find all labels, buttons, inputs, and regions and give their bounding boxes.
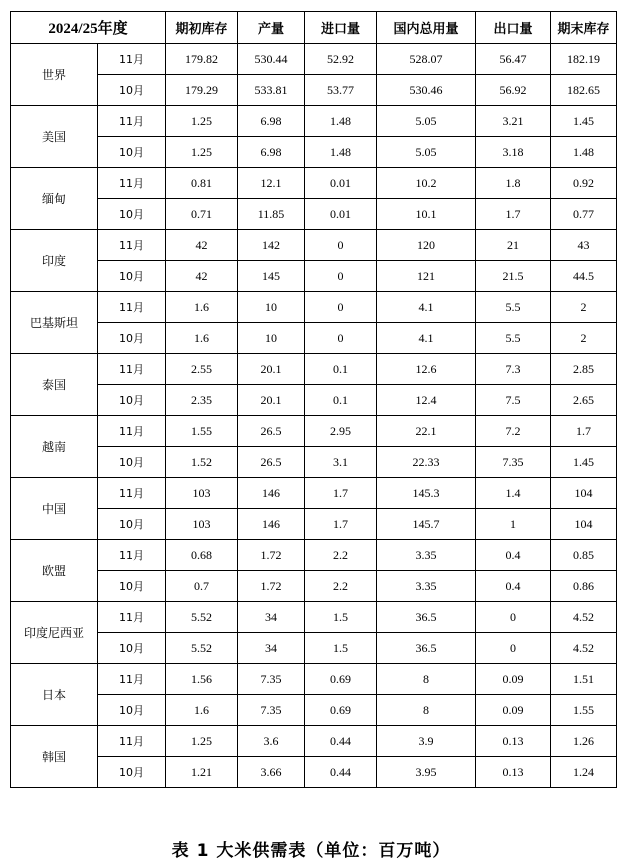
ending-stock-cell: 2.85 (551, 354, 617, 385)
month-cell: 10月 (98, 571, 166, 602)
production-cell: 146 (238, 509, 305, 540)
production-cell: 10 (238, 292, 305, 323)
exports-cell: 0.13 (476, 726, 551, 757)
imports-cell: 0.44 (305, 726, 377, 757)
imports-cell: 1.48 (305, 137, 377, 168)
month-cell: 10月 (98, 323, 166, 354)
beginning-stock-cell: 42 (166, 261, 238, 292)
month-cell: 11月 (98, 416, 166, 447)
production-cell: 142 (238, 230, 305, 261)
exports-cell: 7.35 (476, 447, 551, 478)
exports-cell: 1.7 (476, 199, 551, 230)
beginning-stock-cell: 1.56 (166, 664, 238, 695)
domestic-use-cell: 3.9 (377, 726, 476, 757)
table-row (11, 478, 617, 509)
header-beginning-stock: 期初库存 (166, 12, 238, 44)
exports-cell: 3.21 (476, 106, 551, 137)
header-ending-stock: 期末库存 (551, 12, 617, 44)
beginning-stock-cell: 0.81 (166, 168, 238, 199)
country-cell: 韩国 (11, 726, 98, 788)
exports-cell: 7.2 (476, 416, 551, 447)
table-row (11, 726, 617, 757)
exports-cell: 0.09 (476, 664, 551, 695)
production-cell: 3.66 (238, 757, 305, 788)
ending-stock-cell: 2 (551, 323, 617, 354)
table-row (11, 664, 617, 695)
table-row (11, 540, 617, 571)
ending-stock-cell: 1.26 (551, 726, 617, 757)
beginning-stock-cell: 1.6 (166, 292, 238, 323)
ending-stock-cell: 1.45 (551, 447, 617, 478)
exports-cell: 0 (476, 633, 551, 664)
table-row (11, 261, 617, 292)
exports-cell: 7.5 (476, 385, 551, 416)
production-cell: 26.5 (238, 447, 305, 478)
month-cell: 10月 (98, 385, 166, 416)
ending-stock-cell: 2.65 (551, 385, 617, 416)
domestic-use-cell: 5.05 (377, 106, 476, 137)
table-row (11, 602, 617, 633)
imports-cell: 0.01 (305, 199, 377, 230)
production-cell: 12.1 (238, 168, 305, 199)
country-cell: 印度 (11, 230, 98, 292)
header-row (11, 12, 617, 44)
imports-cell: 0.69 (305, 664, 377, 695)
production-cell: 7.35 (238, 695, 305, 726)
table-row (11, 292, 617, 323)
beginning-stock-cell: 0.68 (166, 540, 238, 571)
exports-cell: 5.5 (476, 323, 551, 354)
domestic-use-cell: 5.05 (377, 137, 476, 168)
exports-cell: 56.47 (476, 44, 551, 75)
header-domestic-use: 国内总用量 (377, 12, 476, 44)
table-row (11, 44, 617, 75)
table-row (11, 509, 617, 540)
exports-cell: 3.18 (476, 137, 551, 168)
imports-cell: 0.44 (305, 757, 377, 788)
exports-cell: 21.5 (476, 261, 551, 292)
production-cell: 20.1 (238, 354, 305, 385)
domestic-use-cell: 530.46 (377, 75, 476, 106)
month-cell: 11月 (98, 354, 166, 385)
country-cell: 缅甸 (11, 168, 98, 230)
production-cell: 7.35 (238, 664, 305, 695)
country-cell: 泰国 (11, 354, 98, 416)
domestic-use-cell: 120 (377, 230, 476, 261)
month-cell: 10月 (98, 137, 166, 168)
domestic-use-cell: 12.4 (377, 385, 476, 416)
production-cell: 34 (238, 633, 305, 664)
ending-stock-cell: 182.19 (551, 44, 617, 75)
ending-stock-cell: 4.52 (551, 633, 617, 664)
table-row (11, 199, 617, 230)
beginning-stock-cell: 1.52 (166, 447, 238, 478)
imports-cell: 0 (305, 261, 377, 292)
country-cell: 欧盟 (11, 540, 98, 602)
beginning-stock-cell: 2.35 (166, 385, 238, 416)
imports-cell: 2.2 (305, 571, 377, 602)
month-cell: 11月 (98, 292, 166, 323)
domestic-use-cell: 145.7 (377, 509, 476, 540)
beginning-stock-cell: 1.25 (166, 106, 238, 137)
ending-stock-cell: 104 (551, 478, 617, 509)
month-cell: 11月 (98, 602, 166, 633)
domestic-use-cell: 10.1 (377, 199, 476, 230)
production-cell: 146 (238, 478, 305, 509)
table-row (11, 695, 617, 726)
imports-cell: 0.1 (305, 385, 377, 416)
exports-cell: 1.4 (476, 478, 551, 509)
beginning-stock-cell: 1.55 (166, 416, 238, 447)
production-cell: 10 (238, 323, 305, 354)
ending-stock-cell: 0.85 (551, 540, 617, 571)
month-cell: 10月 (98, 447, 166, 478)
beginning-stock-cell: 0.7 (166, 571, 238, 602)
rice-supply-demand-table (10, 11, 617, 788)
table-row (11, 416, 617, 447)
table-row (11, 447, 617, 478)
imports-cell: 1.7 (305, 478, 377, 509)
beginning-stock-cell: 5.52 (166, 633, 238, 664)
imports-cell: 0 (305, 323, 377, 354)
imports-cell: 0 (305, 230, 377, 261)
beginning-stock-cell: 2.55 (166, 354, 238, 385)
month-cell: 10月 (98, 633, 166, 664)
production-cell: 3.6 (238, 726, 305, 757)
table-caption: 表 1 大米供需表（单位：百万吨） (171, 841, 451, 861)
country-cell: 印度尼西亚 (11, 602, 98, 664)
ending-stock-cell: 1.45 (551, 106, 617, 137)
country-cell: 中国 (11, 478, 98, 540)
imports-cell: 0.1 (305, 354, 377, 385)
ending-stock-cell: 0.92 (551, 168, 617, 199)
domestic-use-cell: 145.3 (377, 478, 476, 509)
exports-cell: 5.5 (476, 292, 551, 323)
month-cell: 11月 (98, 230, 166, 261)
table-row (11, 571, 617, 602)
month-cell: 10月 (98, 757, 166, 788)
beginning-stock-cell: 179.82 (166, 44, 238, 75)
imports-cell: 1.48 (305, 106, 377, 137)
month-cell: 10月 (98, 509, 166, 540)
table-row (11, 168, 617, 199)
production-cell: 11.85 (238, 199, 305, 230)
domestic-use-cell: 121 (377, 261, 476, 292)
ending-stock-cell: 1.24 (551, 757, 617, 788)
ending-stock-cell: 1.7 (551, 416, 617, 447)
ending-stock-cell: 104 (551, 509, 617, 540)
imports-cell: 3.1 (305, 447, 377, 478)
month-cell: 10月 (98, 695, 166, 726)
ending-stock-cell: 1.48 (551, 137, 617, 168)
ending-stock-cell: 2 (551, 292, 617, 323)
table-row (11, 354, 617, 385)
production-cell: 533.81 (238, 75, 305, 106)
production-cell: 1.72 (238, 571, 305, 602)
month-cell: 11月 (98, 478, 166, 509)
domestic-use-cell: 4.1 (377, 292, 476, 323)
domestic-use-cell: 3.95 (377, 757, 476, 788)
table-row (11, 633, 617, 664)
country-cell: 巴基斯坦 (11, 292, 98, 354)
country-cell: 日本 (11, 664, 98, 726)
month-cell: 11月 (98, 44, 166, 75)
production-cell: 34 (238, 602, 305, 633)
imports-cell: 1.5 (305, 602, 377, 633)
beginning-stock-cell: 1.6 (166, 323, 238, 354)
imports-cell: 0.01 (305, 168, 377, 199)
imports-cell: 2.2 (305, 540, 377, 571)
domestic-use-cell: 3.35 (377, 540, 476, 571)
exports-cell: 56.92 (476, 75, 551, 106)
domestic-use-cell: 22.1 (377, 416, 476, 447)
month-cell: 10月 (98, 261, 166, 292)
month-cell: 11月 (98, 168, 166, 199)
header-imports: 进口量 (305, 12, 377, 44)
ending-stock-cell: 0.77 (551, 199, 617, 230)
beginning-stock-cell: 1.25 (166, 137, 238, 168)
header-production: 产量 (238, 12, 305, 44)
exports-cell: 0.4 (476, 540, 551, 571)
beginning-stock-cell: 0.71 (166, 199, 238, 230)
beginning-stock-cell: 1.21 (166, 757, 238, 788)
ending-stock-cell: 1.51 (551, 664, 617, 695)
domestic-use-cell: 36.5 (377, 602, 476, 633)
domestic-use-cell: 4.1 (377, 323, 476, 354)
exports-cell: 21 (476, 230, 551, 261)
beginning-stock-cell: 5.52 (166, 602, 238, 633)
production-cell: 145 (238, 261, 305, 292)
month-cell: 10月 (98, 75, 166, 106)
domestic-use-cell: 528.07 (377, 44, 476, 75)
domestic-use-cell: 3.35 (377, 571, 476, 602)
header-year: 2024/25年度 (11, 12, 166, 44)
imports-cell: 52.92 (305, 44, 377, 75)
domestic-use-cell: 36.5 (377, 633, 476, 664)
ending-stock-cell: 182.65 (551, 75, 617, 106)
beginning-stock-cell: 179.29 (166, 75, 238, 106)
imports-cell: 2.95 (305, 416, 377, 447)
table-row (11, 137, 617, 168)
table-row (11, 323, 617, 354)
exports-cell: 7.3 (476, 354, 551, 385)
domestic-use-cell: 8 (377, 664, 476, 695)
month-cell: 10月 (98, 199, 166, 230)
exports-cell: 1 (476, 509, 551, 540)
beginning-stock-cell: 42 (166, 230, 238, 261)
header-exports: 出口量 (476, 12, 551, 44)
ending-stock-cell: 1.55 (551, 695, 617, 726)
beginning-stock-cell: 103 (166, 509, 238, 540)
exports-cell: 0.13 (476, 757, 551, 788)
table-row (11, 757, 617, 788)
production-cell: 6.98 (238, 137, 305, 168)
production-cell: 20.1 (238, 385, 305, 416)
ending-stock-cell: 43 (551, 230, 617, 261)
production-cell: 6.98 (238, 106, 305, 137)
domestic-use-cell: 22.33 (377, 447, 476, 478)
country-cell: 世界 (11, 44, 98, 106)
country-cell: 美国 (11, 106, 98, 168)
imports-cell: 1.5 (305, 633, 377, 664)
month-cell: 11月 (98, 664, 166, 695)
table-row (11, 385, 617, 416)
domestic-use-cell: 12.6 (377, 354, 476, 385)
table-row (11, 230, 617, 261)
imports-cell: 0 (305, 292, 377, 323)
production-cell: 530.44 (238, 44, 305, 75)
beginning-stock-cell: 1.6 (166, 695, 238, 726)
table-row (11, 75, 617, 106)
exports-cell: 0 (476, 602, 551, 633)
beginning-stock-cell: 103 (166, 478, 238, 509)
ending-stock-cell: 4.52 (551, 602, 617, 633)
month-cell: 11月 (98, 540, 166, 571)
domestic-use-cell: 10.2 (377, 168, 476, 199)
table-body (11, 44, 617, 788)
imports-cell: 1.7 (305, 509, 377, 540)
month-cell: 11月 (98, 726, 166, 757)
exports-cell: 0.4 (476, 571, 551, 602)
ending-stock-cell: 44.5 (551, 261, 617, 292)
production-cell: 1.72 (238, 540, 305, 571)
ending-stock-cell: 0.86 (551, 571, 617, 602)
month-cell: 11月 (98, 106, 166, 137)
production-cell: 26.5 (238, 416, 305, 447)
domestic-use-cell: 8 (377, 695, 476, 726)
rice-supply-demand-sheet (10, 11, 617, 788)
imports-cell: 53.77 (305, 75, 377, 106)
table-row (11, 106, 617, 137)
exports-cell: 1.8 (476, 168, 551, 199)
country-cell: 越南 (11, 416, 98, 478)
beginning-stock-cell: 1.25 (166, 726, 238, 757)
imports-cell: 0.69 (305, 695, 377, 726)
exports-cell: 0.09 (476, 695, 551, 726)
